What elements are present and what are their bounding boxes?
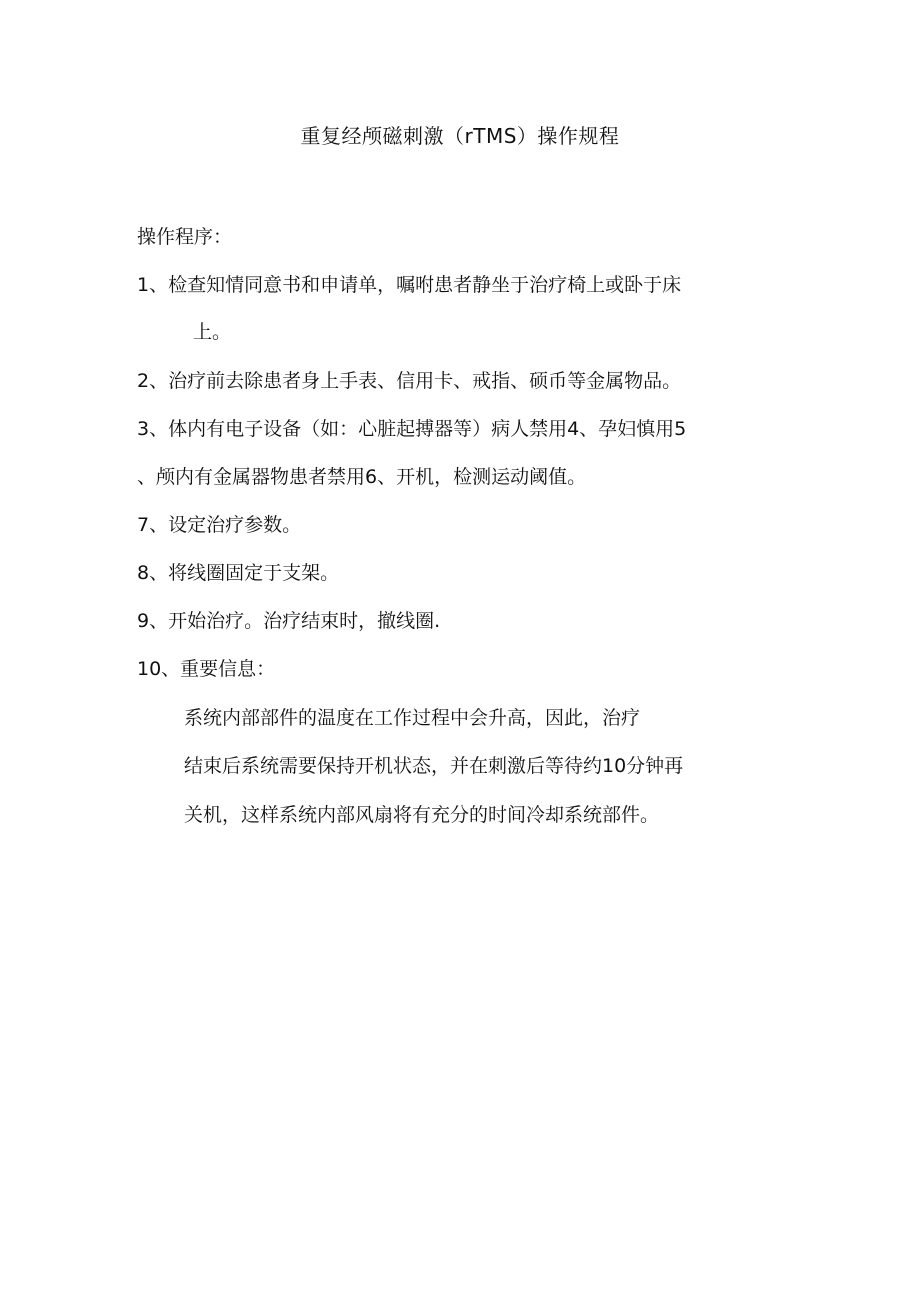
- step-1-line-1: 1、检查知情同意书和申请单，嘱咐患者静坐于治疗椅上或卧于床: [137, 274, 682, 296]
- important-info-line-1: 系统内部部件的温度在工作过程中会升高，因此，治疗: [184, 707, 641, 729]
- step-7: 7、设定治疗参数。: [137, 514, 302, 536]
- step-9: 9、开始治疗。治疗结束时，撤线圈.: [137, 610, 441, 632]
- important-info-line-2: 结束后系统需要保持开机状态，并在刺激后等待约10分钟再: [184, 755, 684, 777]
- step-3-line-1: 3、体内有电子设备（如：心脏起搏器等）病人禁用4、孕妇慎用5: [137, 418, 687, 440]
- section-heading: 操作程序：: [137, 226, 233, 248]
- step-1-line-2: 上。: [193, 321, 232, 343]
- document-title: 重复经颅磁刺激（rTMS）操作规程: [300, 124, 620, 148]
- step-2: 2、治疗前去除患者身上手表、信用卡、戒指、硕币等金属物品。: [137, 370, 682, 392]
- step-10-heading: 10、重要信息：: [137, 658, 276, 680]
- important-info-line-3: 关机，这样系统内部风扇将有充分的时间冷却系统部件。: [184, 804, 660, 826]
- step-8: 8、将线圈固定于支架。: [137, 562, 340, 584]
- step-3-line-2: 、颅内有金属器物患者禁用6、开机，检测运动阈值。: [137, 466, 587, 488]
